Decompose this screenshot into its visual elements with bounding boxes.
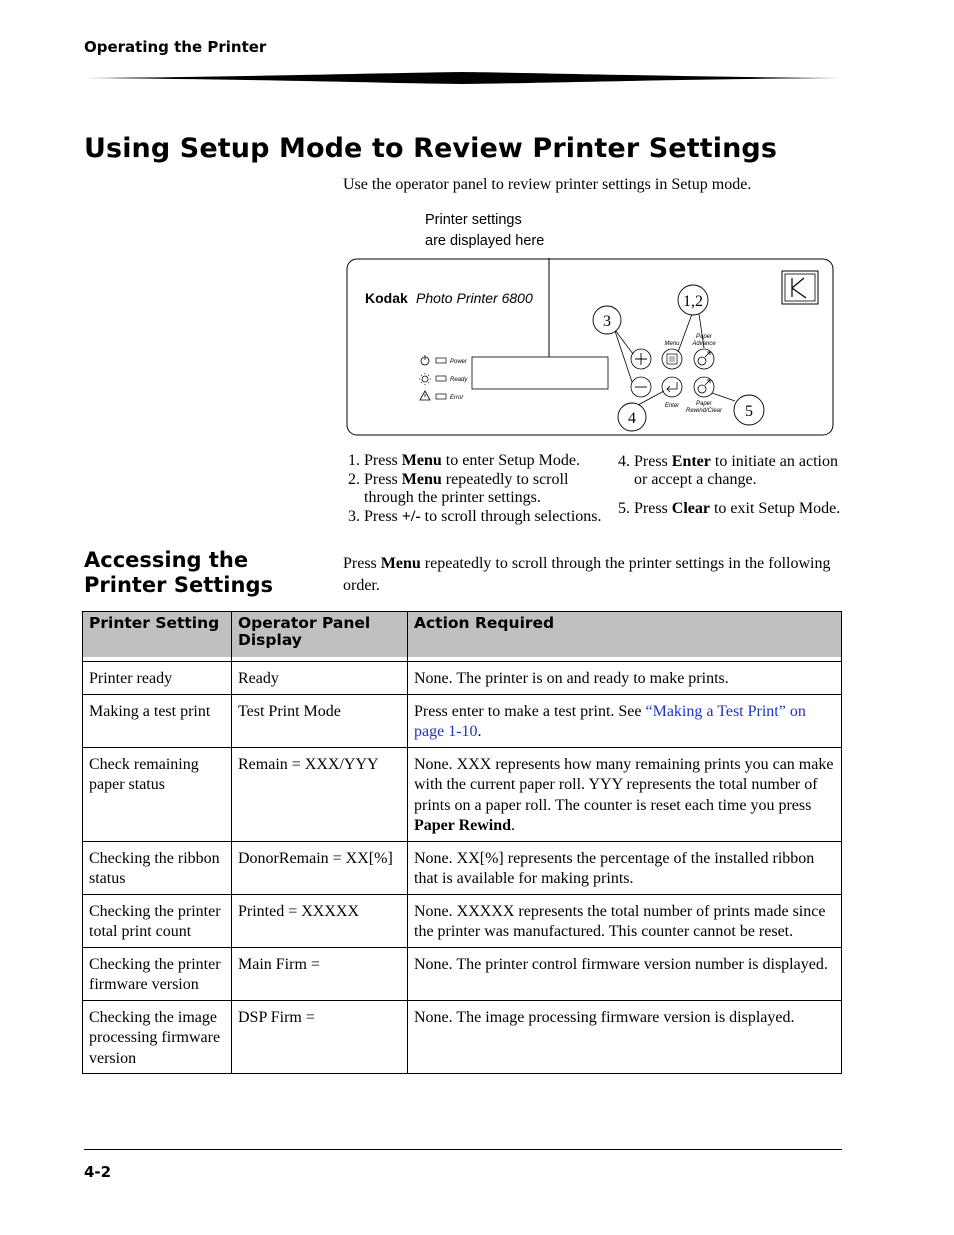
footer-rule bbox=[84, 1149, 842, 1150]
callout-4 bbox=[618, 403, 646, 431]
table-row bbox=[83, 894, 842, 947]
step-item: 2. Press Menu repeatedly to scroll through the printer settings. bbox=[348, 471, 569, 506]
step-item: 1. Press Menu to enter Setup Mode. bbox=[348, 452, 580, 469]
setting-cell: Checking the printer firmware version bbox=[83, 947, 232, 1000]
setting-cell: Making a test print bbox=[83, 694, 232, 747]
display-cell: Test Print Mode bbox=[232, 694, 408, 747]
table-row bbox=[83, 694, 842, 747]
display-cell: Remain = XXX/YYY bbox=[232, 747, 408, 841]
column-header: Operator Panel Display bbox=[232, 612, 408, 658]
step-item: 4. Press Enter to initiate an action or accept a change. bbox=[618, 453, 838, 488]
section-intro: Press Menu repeatedly to scroll through the printer settings in the following order. bbox=[343, 555, 831, 594]
page-number: 4-2 bbox=[84, 1163, 112, 1181]
svg-text:Menu: Menu bbox=[664, 341, 680, 347]
setting-cell: Checking the image processing firmware version bbox=[83, 1000, 232, 1074]
kodak-logo-icon bbox=[782, 271, 818, 304]
svg-text:Ready: Ready bbox=[450, 377, 468, 383]
callout-5 bbox=[734, 395, 764, 425]
svg-text:Paper: Paper bbox=[695, 401, 713, 407]
table-row bbox=[83, 662, 842, 695]
settings-table bbox=[82, 611, 842, 1074]
action-cell: None. XXXXX represents the total number of prints made since the printer was manufactured. This counter cannot be reset. bbox=[408, 894, 842, 947]
column-header: Action Required bbox=[408, 612, 842, 658]
display-cell: Main Firm = bbox=[232, 947, 408, 1000]
table-header-row bbox=[83, 612, 842, 658]
callout-1-2 bbox=[678, 285, 708, 315]
svg-text:Paper: Paper bbox=[695, 334, 713, 340]
table-row bbox=[83, 1000, 842, 1074]
model-label: Photo Printer 6800 bbox=[416, 290, 533, 306]
callout-3 bbox=[593, 306, 621, 334]
step-item: 5. Press Clear to exit Setup Mode. bbox=[618, 500, 841, 517]
cross-reference-link[interactable]: “Making a Test Print” on page 1-10 bbox=[414, 702, 806, 740]
table-row bbox=[83, 747, 842, 841]
enter-button[interactable] bbox=[662, 377, 682, 409]
table-row bbox=[83, 947, 842, 1000]
action-cell: None. XXX represents how many remaining prints you can make with the current paper roll. YYY represents the total number of prints on a paper roll. The counter is reset each time you press Paper Rewind. bbox=[408, 747, 842, 841]
svg-text:Rewind/Clear: Rewind/Clear bbox=[685, 408, 723, 414]
brand-label: Kodak bbox=[365, 290, 408, 306]
svg-text:Advance: Advance bbox=[692, 341, 716, 347]
minus-button[interactable] bbox=[631, 377, 651, 397]
action-cell: None. XX[%] represents the percentage of the installed ribbon that is available for making prints. bbox=[408, 841, 842, 894]
header-rule bbox=[84, 70, 842, 86]
column-header: Printer Setting bbox=[83, 612, 232, 658]
display-cell: Printed = XXXXX bbox=[232, 894, 408, 947]
svg-text:Power: Power bbox=[450, 359, 468, 365]
svg-text:5: 5 bbox=[745, 403, 753, 420]
setting-cell: Printer ready bbox=[83, 662, 232, 695]
display-cell: Ready bbox=[232, 662, 408, 695]
step-item: 3. Press +/- to scroll through selections. bbox=[348, 508, 602, 525]
svg-text:4: 4 bbox=[628, 410, 636, 427]
action-cell: None. The printer is on and ready to make prints. bbox=[408, 662, 842, 695]
action-cell: Press enter to make a test print. See “Making a Test Print” on page 1-10. bbox=[408, 694, 842, 747]
svg-text:Error: Error bbox=[450, 395, 464, 401]
steps-list-left bbox=[348, 452, 618, 527]
svg-text:Enter: Enter bbox=[664, 403, 680, 409]
display-cell: DSP Firm = bbox=[232, 1000, 408, 1074]
display-cell: DonorRemain = XX[%] bbox=[232, 841, 408, 894]
table-row bbox=[83, 841, 842, 894]
display-callout-label: Printer settings are displayed here bbox=[425, 212, 545, 249]
plus-button[interactable] bbox=[631, 349, 651, 369]
running-head: Operating the Printer bbox=[84, 38, 267, 56]
setting-cell: Check remaining paper status bbox=[83, 747, 232, 841]
action-cell: None. The image processing firmware version is displayed. bbox=[408, 1000, 842, 1074]
svg-text:1,2: 1,2 bbox=[683, 293, 703, 310]
setting-cell: Checking the printer total print count bbox=[83, 894, 232, 947]
page-title: Using Setup Mode to Review Printer Settings bbox=[84, 133, 777, 164]
menu-button[interactable] bbox=[662, 341, 682, 369]
section-heading: Accessing the Printer Settings bbox=[84, 548, 273, 597]
intro-text: Use the operator panel to review printer settings in Setup mode. bbox=[343, 176, 752, 193]
steps-list-right bbox=[618, 453, 848, 519]
operator-panel-figure bbox=[346, 258, 834, 436]
lcd-display bbox=[472, 357, 608, 389]
svg-text:3: 3 bbox=[603, 313, 611, 330]
setting-cell: Checking the ribbon status bbox=[83, 841, 232, 894]
action-cell: None. The printer control firmware version number is displayed. bbox=[408, 947, 842, 1000]
